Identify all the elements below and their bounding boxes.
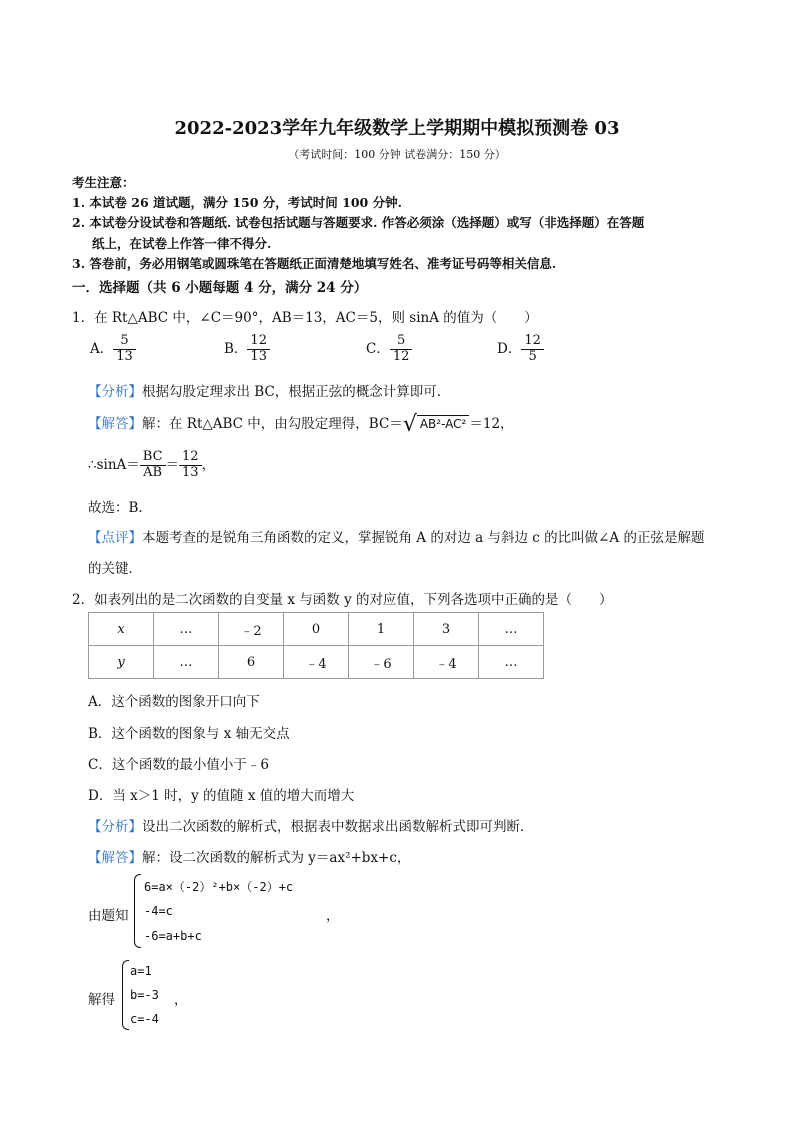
fraction: $\frac{12}{13}$: [247, 334, 270, 365]
notice-item-2-cont: 纸上，在试卷上作答一律不得分.: [92, 236, 272, 251]
system-eq-3: -6=a+b+c: [144, 929, 202, 943]
table-cell: …: [479, 613, 544, 646]
left-brace: [122, 960, 129, 1030]
table-cell: 3: [414, 613, 479, 646]
answer-tag: 【解答】: [88, 850, 142, 866]
table-row: [89, 646, 544, 679]
solution-b: b=-3: [130, 988, 159, 1002]
radical-sign: √: [402, 412, 417, 437]
table-cell: ﹣2: [219, 613, 284, 646]
q1-comment: 【点评】本题考查的是锐角三角函数的定义，掌握锐角 A 的对边 a 与斜边 c 的比叫做∠A 的正弦是解题: [88, 530, 705, 546]
page-subtitle: （考试时间：100 分钟 试卷满分：150 分）: [288, 148, 506, 161]
q1-answer: 【解答】解：在 Rt△ABC 中，由勾股定理得，BC＝√ AB²-AC² ＝12，: [88, 412, 514, 437]
table-cell: y: [89, 646, 154, 679]
q1-option-c: [366, 334, 412, 365]
sqrt-expression: √ AB²-AC²: [403, 412, 470, 437]
fraction: $\frac{5}{12}$: [390, 334, 413, 365]
from-label: 由题知: [88, 908, 129, 924]
fraction: $\frac{BC}{AB}$: [140, 450, 166, 481]
notice-item-2: 2. 本试卷分设试卷和答题纸. 试卷包括试题与答题要求. 作答必须涂（选择题）或写（非选择题）在答题: [72, 215, 645, 230]
system-eq-2: -4=c: [144, 904, 173, 918]
option-letter: D．: [497, 340, 522, 357]
q1-option-b: [224, 334, 270, 365]
notice-item-1: 1. 本试卷 26 道试题，满分 150 分，考试时间 100 分钟.: [72, 195, 402, 210]
solution-comma: ，: [174, 992, 188, 1008]
value-table: [88, 612, 544, 679]
q1-comment-cont: 的关键．: [88, 561, 142, 577]
q1-option-a: [90, 334, 136, 365]
solve-label: 解得: [88, 992, 115, 1008]
table-cell: …: [154, 646, 219, 679]
table-cell: x: [89, 613, 154, 646]
q2-answer: 【解答】解：设二次函数的解析式为 y＝ax²+bx+c，: [88, 850, 411, 866]
q1-analysis: 【分析】根据勾股定理求出 BC，根据正弦的概念计算即可．: [88, 384, 451, 400]
fraction: $\frac{5}{13}$: [113, 334, 136, 365]
comment-tag: 【点评】: [88, 530, 142, 546]
solution-a: a=1: [130, 964, 152, 978]
analysis-tag: 【分析】: [88, 384, 142, 400]
answer-tag: 【解答】: [88, 416, 142, 432]
table-cell: …: [154, 613, 219, 646]
q1-option-d: [497, 334, 544, 365]
q1-stem: 1．在 Rt△ABC 中，∠C＝90°，AB＝13，AC＝5，则 sinA 的值为（ ）: [72, 310, 538, 326]
option-letter: B．: [224, 340, 248, 357]
notice-heading: 考生注意：: [72, 175, 135, 190]
table-cell: 0: [284, 613, 349, 646]
table-cell: ﹣6: [349, 646, 414, 679]
q2-option-d: D．当 x＞1 时，y 的值随 x 值的增大而增大: [88, 788, 355, 804]
left-brace: [134, 874, 141, 948]
q2-stem: 2．如表列出的是二次函数的自变量 x 与函数 y 的对应值，下列各选项中正确的是（ ）: [72, 592, 613, 608]
section-heading: 一．选择题（共 6 小题每题 4 分，满分 24 分）: [72, 280, 368, 296]
q2-option-a: A．这个函数的图象开口向下: [88, 694, 260, 710]
notice-item-3: 3. 答卷前，务必用钢笔或圆珠笔在答题纸正面清楚地填写姓名、准考证号码等相关信息.: [72, 256, 557, 271]
table-row: [89, 613, 544, 646]
fraction: $\frac{12}{5}$: [521, 334, 544, 365]
option-letter: A．: [90, 340, 114, 357]
table-cell: ﹣4: [284, 646, 349, 679]
fraction: $\frac{12}{13}$: [179, 450, 202, 481]
solution-c: c=-4: [130, 1012, 159, 1026]
system-eq-1: 6=a×（-2）²+b×（-2）+c: [144, 880, 294, 894]
system-comma: ，: [326, 908, 340, 924]
table-cell: 6: [219, 646, 284, 679]
q1-sin-line: ∴sinA＝ $\frac{BC}{AB}$ ＝ $\frac{12}{13}$ ，: [88, 449, 216, 480]
q2-option-b: B．这个函数的图象与 x 轴无交点: [88, 726, 290, 742]
page-title: 2022-2023学年九年级数学上学期期中模拟预测卷 03: [174, 118, 620, 139]
option-letter: C．: [366, 340, 390, 357]
table-cell: ﹣4: [414, 646, 479, 679]
analysis-tag: 【分析】: [88, 819, 142, 835]
table-cell: 1: [349, 613, 414, 646]
q2-option-c: C．这个函数的最小值小于﹣6: [88, 757, 269, 773]
table-cell: …: [479, 646, 544, 679]
q2-analysis: 【分析】设出二次函数的解析式，根据表中数据求出函数解析式即可判断．: [88, 819, 534, 835]
q1-choice: 故选：B．: [88, 500, 152, 516]
